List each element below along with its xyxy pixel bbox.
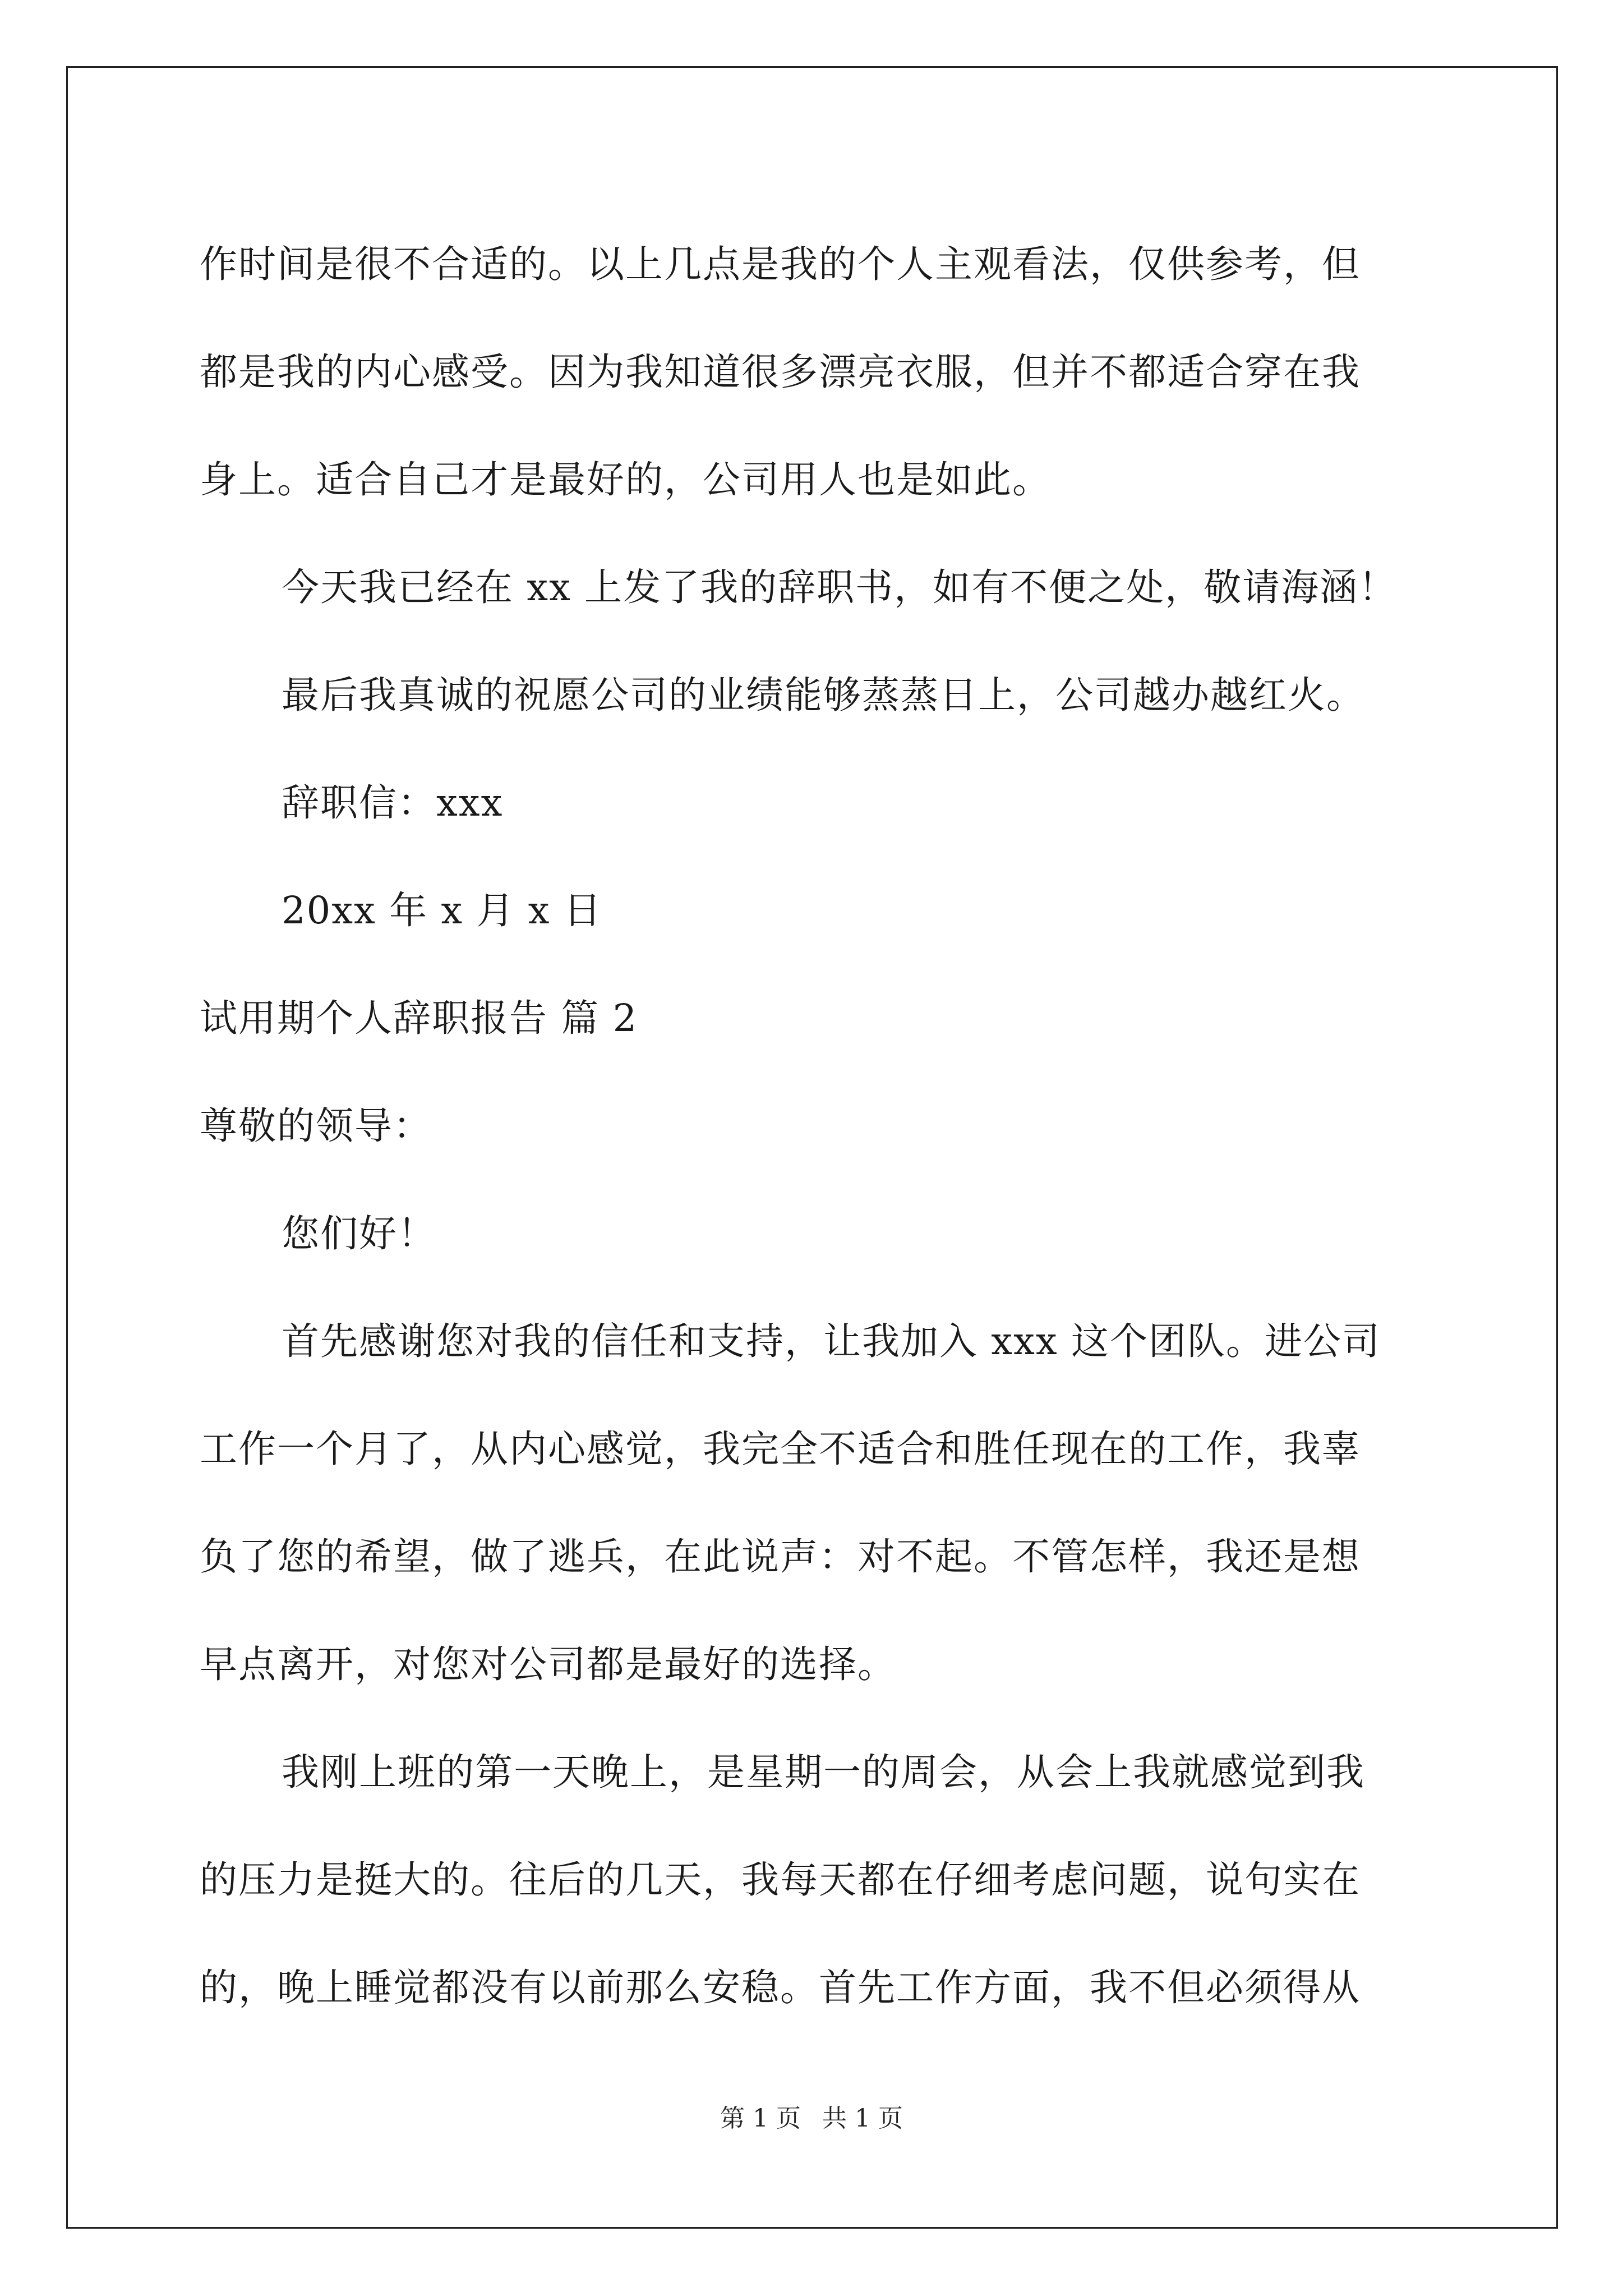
- body-line: 我刚上班的第一天晚上，是星期一的周会，从会上我就感觉到我: [282, 1750, 1365, 1794]
- body-line: 都是我的内心感受。因为我知道很多漂亮衣服，但并不都适合穿在我: [200, 350, 1361, 394]
- body-line: 最后我真诚的祝愿公司的业绩能够蒸蒸日上，公司越办越红火。: [282, 673, 1365, 717]
- body-line: 今天我已经在 xx 上发了我的辞职书，如有不便之处，敬请海涵！: [282, 565, 1398, 609]
- body-line: 身上。适合自己才是最好的，公司用人也是如此。: [200, 458, 1051, 501]
- body-line: 首先感谢您对我的信任和支持，让我加入 xxx 这个团队。进公司: [282, 1319, 1381, 1363]
- document-body: [200, 210, 1433, 2041]
- greeting: 您们好！: [282, 1212, 436, 1255]
- signature-line: 辞职信：xxx: [282, 781, 504, 825]
- body-line: 工作一个月了，从内心感觉，我完全不适合和胜任现在的工作，我辜: [200, 1427, 1361, 1471]
- section-heading: 试用期个人辞职报告 篇 2: [200, 996, 638, 1040]
- body-line: 早点离开，对您对公司都是最好的选择。: [200, 1642, 896, 1686]
- page-number: 第 1 页: [720, 2104, 801, 2133]
- salutation: 尊敬的领导：: [200, 1104, 432, 1148]
- page-total: 共 1 页: [822, 2104, 903, 2133]
- body-line: 的压力是挺大的。往后的几天，我每天都在仔细考虑问题，说句实在: [200, 1858, 1361, 1902]
- page-footer: [0, 2098, 1623, 2134]
- body-line: 的，晚上睡觉都没有以前那么安稳。首先工作方面，我不但必须得从: [200, 1966, 1361, 2009]
- date-line: 20xx 年 x 月 x 日: [282, 889, 602, 932]
- body-line: 负了您的希望，做了逃兵，在此说声：对不起。不管怎样，我还是想: [200, 1535, 1361, 1579]
- body-line: 作时间是很不合适的。以上几点是我的个人主观看法，仅供参考，但: [200, 242, 1361, 286]
